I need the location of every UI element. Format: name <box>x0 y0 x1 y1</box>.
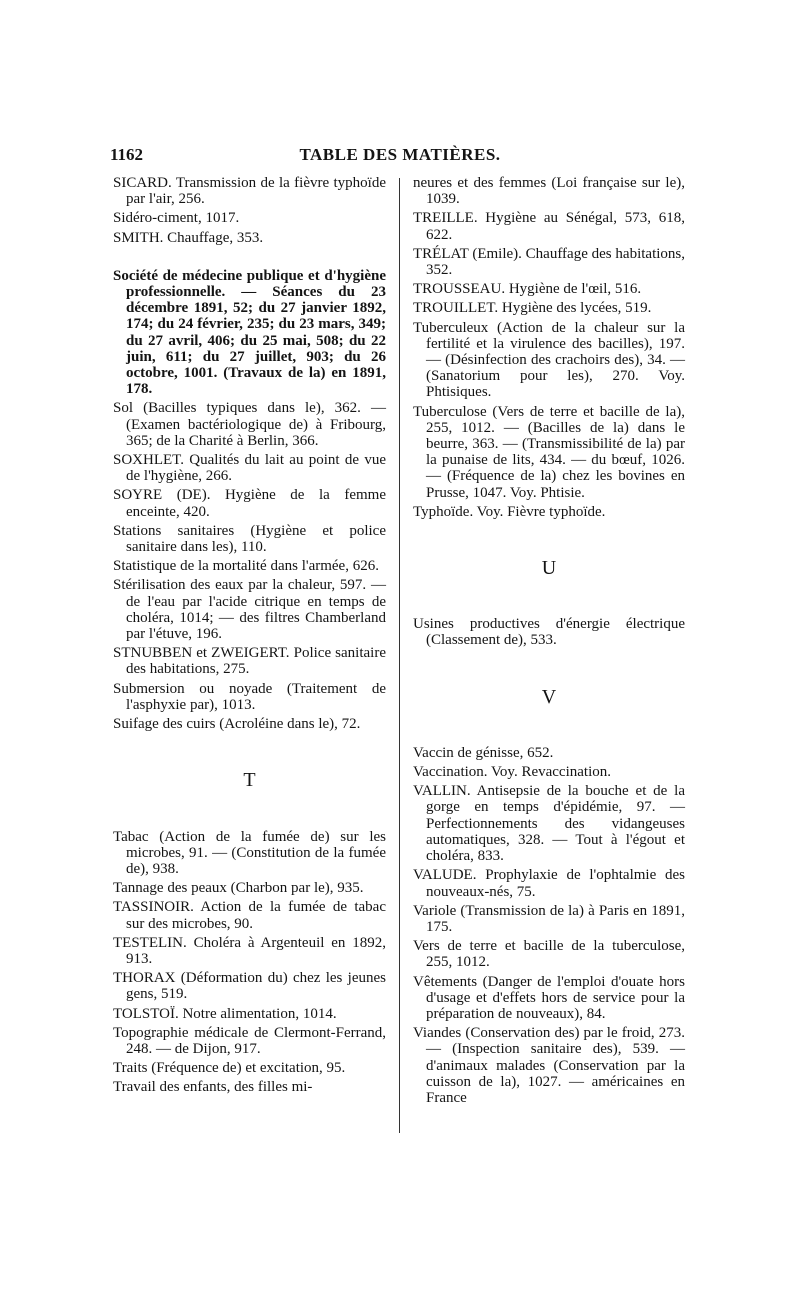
index-entry: Vaccination. Voy. Revaccination. <box>413 764 612 781</box>
index-entry: Traits (Fréquence de) et excitation, 95. <box>113 1060 346 1077</box>
index-entry: neures et des femmes (Loi française sur le), 1039. <box>413 175 685 208</box>
index-entry: Usines productives d'énergie électrique (Classement de), 533. <box>413 616 685 649</box>
index-entry: Viandes (Conservation des) par le froid, 273. — (Inspection sanitaire des), 539. — d'animaux malades (Conservation par la cuisson de la), 1027. — américaines en France <box>413 1025 685 1106</box>
index-entry: Statistique de la mortalité dans l'armée, 626. <box>113 558 379 575</box>
section-letter-u: U <box>541 557 557 580</box>
index-entry: Sol (Bacilles typiques dans le), 362. — (Examen bactériologique de) à Fribourg, 365; de la Charité à Berlin, 366. <box>113 400 386 449</box>
index-entry: TROUSSEAU. Hygiène de l'œil, 516. <box>413 281 642 298</box>
index-entry: VALUDE. Prophylaxie de l'ophtalmie des nouveaux-nés, 75. <box>413 867 685 900</box>
index-entry: VALLIN. Antisepsie de la bouche et de la gorge en temps d'épidémie, 97. — Perfectionnements des vidangeuses automatiques, 328. — Tout à l'égout et choléra, 833. <box>413 783 685 865</box>
index-entry: Travail des enfants, des filles mi- <box>113 1079 313 1096</box>
page-number: 1162 <box>110 145 144 164</box>
index-entry: Variole (Transmission de la) à Paris en 1891, 175. <box>413 902 685 935</box>
index-entry: Vaccin de génisse, 652. <box>413 744 554 761</box>
left-column <box>113 175 386 1099</box>
index-entry: SOXHLET. Qualités du lait au point de vue de l'hygiène, 266. <box>113 452 386 485</box>
index-entry: TOLSTOÏ. Notre alimentation, 1014. <box>113 1005 337 1022</box>
index-entry: Tuberculose (Vers de terre et bacille de la), 255, 1012. — (Bacilles de la) dans le beurre, 363. — (Transmissibilité de la) par la punaise de lits, 434. — du bœuf, 1026. — (Fréquence de la) chez les bovines en Prusse, 1047. Voy. Phtisie. <box>413 403 685 501</box>
section-letter-t: T <box>243 769 256 792</box>
index-entry: Suifage des cuirs (Acroléine dans le), 72. <box>113 716 361 733</box>
index-entry: Stations sanitaires (Hygiène et police sanitaire dans les), 110. <box>113 522 386 556</box>
index-entry: TASSINOIR. Action de la fumée de tabac sur des microbes, 90. <box>113 899 386 932</box>
index-entry: SICARD. Transmission de la fièvre typhoïde par l'air, 256. <box>113 175 386 208</box>
index-entry: SMITH. Chauffage, 353. <box>113 229 264 246</box>
index-entry: Topographie médicale de Clermont-Ferrand, 248. — de Dijon, 917. <box>113 1024 386 1057</box>
section-letter-v: V <box>541 685 557 708</box>
index-entry: Vêtements (Danger de l'emploi d'ouate hors d'usage et d'effets hors de service pour la préparation de nouveaux), 84. <box>413 973 685 1022</box>
index-entry: Sidéro-ciment, 1017. <box>113 210 240 227</box>
index-entry: STNUBBEN et ZWEIGERT. Police sanitaire des habitations, 275. <box>113 645 386 678</box>
index-entry-society: Société de médecine publique et d'hygiène professionnelle. — Séances du 23 décembre 1891, 52; du 27 janvier 1892, 174; du 24 février, 235; du 23 mars, 349; du 27 avril, 406; du 25 mai, 508; du 22 juin, 611; du 27 juillet, 903; du 26 octobre, 1001. (Travaux de la) en 1891, 178. <box>113 267 386 398</box>
index-entry: Typhoïde. Voy. Fièvre typhoïde. <box>413 503 606 520</box>
index-entry: Tabac (Action de la fumée de) sur les microbes, 91. — (Constitution de la fumée de), 938. <box>113 828 386 877</box>
index-entry: TROUILLET. Hygiène des lycées, 519. <box>413 300 652 317</box>
index-entry: Tuberculeux (Action de la chaleur sur la fertilité et la virulence des bacilles), 197. — (Désinfection des crachoirs des), 34. — (Sanatorium pour les), 270. Voy. Phtisiques. <box>413 319 685 401</box>
running-head: TABLE DES MATIÈRES. <box>299 145 501 164</box>
index-entry: Submersion ou noyade (Traitement de l'asphyxie par), 1013. <box>113 680 386 713</box>
index-entry: TESTELIN. Choléra à Argenteuil en 1892, 913. <box>113 934 386 967</box>
index-entry: Stérilisation des eaux par la chaleur, 597. — de l'eau par l'acide citrique en temps de choléra, 1014; — des filtres Chamberland par l'étuve, 196. <box>113 577 386 643</box>
index-entry: Vers de terre et bacille de la tuberculose, 255, 1012. <box>413 938 685 971</box>
column-divider <box>399 178 400 1133</box>
index-entry: THORAX (Déformation du) chez les jeunes gens, 519. <box>113 970 386 1003</box>
index-entry: TREILLE. Hygiène au Sénégal, 573, 618, 622. <box>413 210 685 243</box>
right-column <box>413 175 685 1109</box>
index-entry: SOYRE (DE). Hygiène de la femme enceinte, 420. <box>113 487 386 520</box>
index-entry: TRÉLAT (Emile). Chauffage des habitations, 352. <box>413 245 685 279</box>
index-entry: Tannage des peaux (Charbon par le), 935. <box>113 880 364 897</box>
